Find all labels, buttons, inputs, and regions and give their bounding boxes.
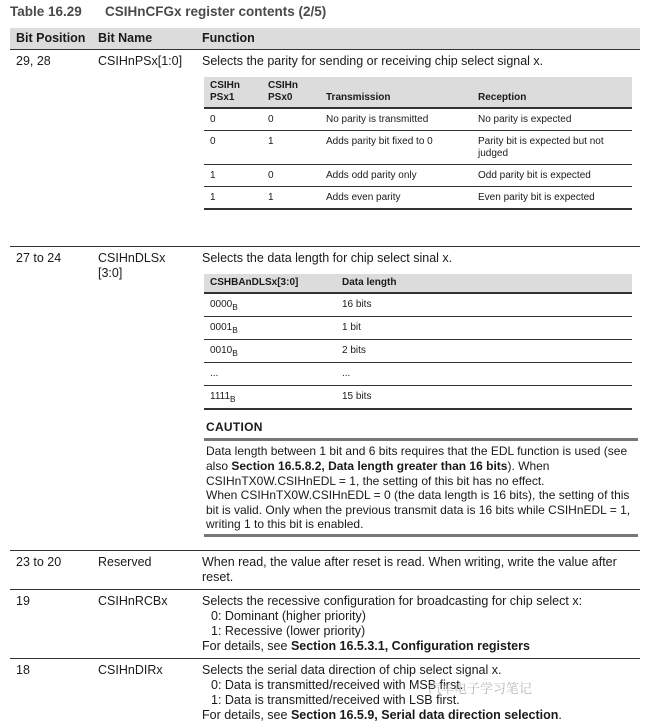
- bit-name: Reserved: [92, 551, 196, 590]
- header-function: Function: [196, 28, 640, 50]
- subtable-header: CSIHn PSx1: [204, 77, 262, 108]
- subtable-row: [204, 131, 632, 165]
- subtable-header-row: [204, 274, 632, 293]
- details-text: For details, see Section 16.5.3.1, Configuration registers: [202, 639, 634, 654]
- function-text: Selects the data length for chip select sinal x.: [202, 251, 634, 266]
- option-text: 0: Dominant (higher priority): [202, 609, 634, 624]
- subtable-header: CSHBAnDLSx[3:0]: [204, 274, 336, 293]
- caution-heading: CAUTION: [206, 420, 634, 434]
- table-row: [10, 247, 640, 551]
- function-text: Selects the serial data direction of chip select signal x.: [202, 663, 634, 678]
- subtable-cell: 1: [262, 187, 320, 210]
- data-length-subtable: [204, 274, 632, 410]
- subtable-cell: $0010_B$: [204, 339, 336, 362]
- subtable-cell: 0: [204, 131, 262, 165]
- subtable-cell: 15 bits: [336, 385, 632, 408]
- subtable-row: [204, 293, 632, 316]
- subtable-cell: 2 bits: [336, 339, 632, 362]
- bit-position: 19: [10, 590, 92, 659]
- section-reference: Section 16.5.9, Serial data direction selection: [291, 708, 558, 722]
- subtable-row: [204, 316, 632, 339]
- subtable-cell: 0: [204, 108, 262, 131]
- header-row: [10, 28, 640, 50]
- table-row: [10, 50, 640, 247]
- function-text: Selects the parity for sending or receiving chip select signal x.: [202, 54, 634, 69]
- details-text: For details, see Section 16.5.9, Serial data direction selection.: [202, 708, 634, 723]
- subtable-header: Transmission: [320, 77, 472, 108]
- bit-name: CSIHnRCBx: [92, 590, 196, 659]
- subtable-cell: Adds even parity: [320, 187, 472, 210]
- subtable-cell: Even parity bit is expected: [472, 187, 632, 210]
- option-text: 1: Recessive (lower priority): [202, 624, 634, 639]
- bit-position: 27 to 24: [10, 247, 92, 551]
- register-table: [10, 28, 640, 727]
- subtable-row: [204, 362, 632, 385]
- subtable-cell: ...: [336, 362, 632, 385]
- header-bit-position: Bit Position: [10, 28, 92, 50]
- function-cell: [196, 50, 640, 247]
- subtable-cell: Parity bit is expected but not judged: [472, 131, 632, 165]
- subtable-cell: Adds parity bit fixed to 0: [320, 131, 472, 165]
- function-text: When read, the value after reset is read. When writing, write the value after reset.: [196, 551, 640, 590]
- subtable-row: [204, 187, 632, 210]
- table-row: [10, 659, 640, 727]
- parity-subtable: [204, 77, 632, 210]
- subtable-cell: 16 bits: [336, 293, 632, 316]
- caution-box: Data length between 1 bit and 6 bits requires that the EDL function is used (see also Section 16.5.8.2, Data length greater than 16 bits). When CSIHnTX0W.CSIHnEDL = 1, the setting of this bit has no effect. When CSIHnTX0W.CSIHnEDL = 0 (the data length is 16 bits), the setting of this bit is valid. Only when the previous transmit data is 16 bits while CSIHnEDL = 1, writing 1 to this bit is enabled.: [204, 438, 638, 537]
- section-reference: Section 16.5.3.1, Configuration registers: [291, 639, 530, 653]
- subtable-header: Reception: [472, 77, 632, 108]
- subtable-cell: 1: [262, 131, 320, 165]
- function-cell: [196, 659, 640, 727]
- subtable-cell: $1111_B$: [204, 385, 336, 408]
- subtable-cell: $0001_B$: [204, 316, 336, 339]
- subtable-cell: Adds odd parity only: [320, 165, 472, 187]
- function-cell: [196, 590, 640, 659]
- subtable-row: [204, 108, 632, 131]
- subtable-header-row: [204, 77, 632, 108]
- bit-position: 18: [10, 659, 92, 727]
- section-reference: Section 16.5.8.2, Data length greater than 16 bits: [231, 459, 507, 473]
- bit-name: CSIHnPSx[1:0]: [92, 50, 196, 247]
- watermark: 汽车电子学习笔记: [428, 678, 532, 697]
- bit-position: 29, 28: [10, 50, 92, 247]
- table-row: [10, 590, 640, 659]
- subtable-cell: 1 bit: [336, 316, 632, 339]
- bit-name: CSIHnDLSx [3:0]: [92, 247, 196, 551]
- subtable-row: [204, 385, 632, 408]
- subtable-row: [204, 165, 632, 187]
- function-text: Selects the recessive configuration for broadcasting for chip select x:: [202, 594, 634, 609]
- header-bit-name: Bit Name: [92, 28, 196, 50]
- subtable-cell: No parity is expected: [472, 108, 632, 131]
- subtable-cell: 1: [204, 187, 262, 210]
- subtable-cell: 1: [204, 165, 262, 187]
- subtable-cell: 0: [262, 165, 320, 187]
- subtable-cell: ...: [204, 362, 336, 385]
- subtable-header: CSIHn PSx0: [262, 77, 320, 108]
- bit-name: CSIHnDIRx: [92, 659, 196, 727]
- subtable-header: Data length: [336, 274, 632, 293]
- bit-position: 23 to 20: [10, 551, 92, 590]
- table-caption: [10, 4, 326, 19]
- table-title: CSIHnCFGx register contents (2/5): [105, 4, 326, 19]
- table-row: [10, 551, 640, 590]
- option-text: 0: Data is transmitted/received with MSB first.: [202, 678, 634, 693]
- subtable-cell: $0000_B$: [204, 293, 336, 316]
- option-text: 1: Data is transmitted/received with LSB first.: [202, 693, 634, 708]
- table-number: Table 16.29: [10, 4, 105, 19]
- subtable-cell: Odd parity bit is expected: [472, 165, 632, 187]
- subtable-row: [204, 339, 632, 362]
- function-cell: [196, 247, 640, 551]
- subtable-cell: No parity is transmitted: [320, 108, 472, 131]
- subtable-cell: 0: [262, 108, 320, 131]
